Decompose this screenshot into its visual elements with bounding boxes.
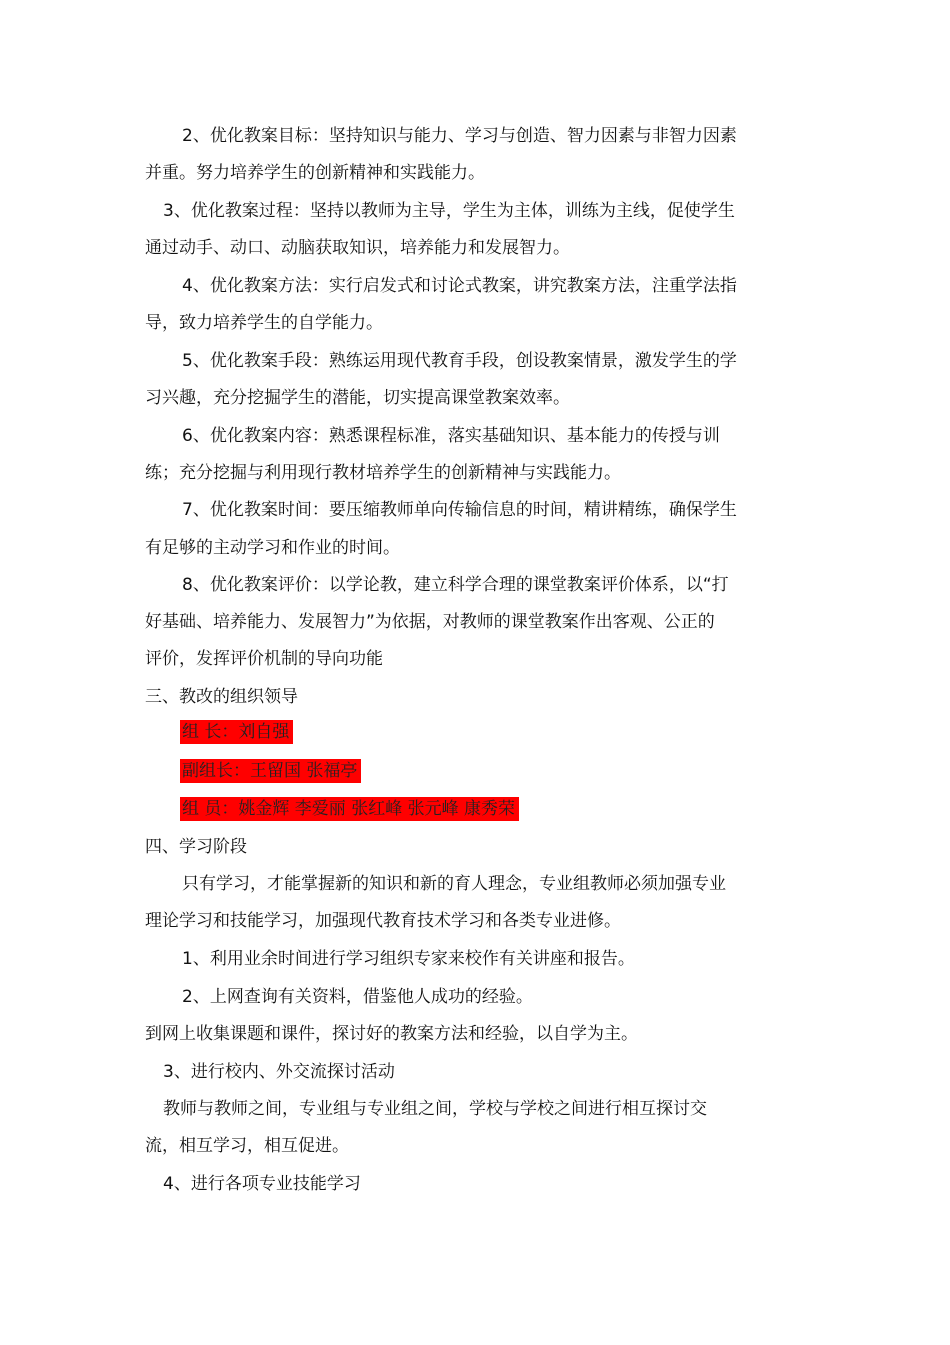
paragraph-line: 4、优化教案方法：实行启发式和讨论式教案，讲究教案方法，注重学法指 (182, 276, 737, 296)
paragraph-line: 导，致力培养学生的自学能力。 (145, 313, 383, 333)
paragraph-line: 练；充分挖掘与利用现行教材培养学生的创新精神与实践能力。 (145, 463, 621, 483)
members-row (180, 797, 519, 821)
paragraph-line: 到网上收集课题和课件，探讨好的教案方法和经验，以自学为主。 (145, 1024, 638, 1044)
paragraph-line: 理论学习和技能学习，加强现代教育技术学习和各类专业进修。 (145, 911, 621, 931)
paragraph-line: 有足够的主动学习和作业的时间。 (145, 538, 400, 558)
paragraph-line: 只有学习，才能掌握新的知识和新的育人理念，专业组教师必须加强专业 (182, 874, 726, 894)
paragraph-line: 教师与教师之间，专业组与专业组之间，学校与学校之间进行相互探讨交 (163, 1099, 707, 1119)
paragraph-line: 4、进行各项专业技能学习 (163, 1174, 361, 1194)
highlighted-text: 副组长：王留国 张福亭 (180, 759, 361, 783)
paragraph-line: 并重。努力培养学生的创新精神和实践能力。 (145, 163, 485, 183)
paragraph-line: 3、优化教案过程：坚持以教师为主导，学生为主体，训练为主线，促使学生 (163, 201, 735, 221)
paragraph-line: 习兴趣，充分挖掘学生的潜能，切实提高课堂教案效率。 (145, 388, 570, 408)
section-heading: 四、学习阶段 (145, 837, 247, 857)
paragraph-line: 2、上网查询有关资料，借鉴他人成功的经验。 (182, 987, 533, 1007)
section-heading: 三、教改的组织领导 (145, 687, 298, 707)
highlighted-text: 组 长：刘自强 (180, 720, 293, 744)
paragraph-line: 通过动手、动口、动脑获取知识，培养能力和发展智力。 (145, 238, 570, 258)
deputy-leader-row (180, 759, 361, 783)
leader-row (180, 720, 293, 744)
paragraph-line: 6、优化教案内容：熟悉课程标准，落实基础知识、基本能力的传授与训 (182, 426, 720, 446)
paragraph-line: 流，相互学习，相互促进。 (145, 1136, 349, 1156)
paragraph-line: 1、利用业余时间进行学习组织专家来校作有关讲座和报告。 (182, 949, 635, 969)
paragraph-line: 评价，发挥评价机制的导向功能 (145, 649, 383, 669)
highlighted-text: 组 员：姚金辉 李爱丽 张红峰 张元峰 康秀荣 (180, 797, 519, 821)
paragraph-line: 8、优化教案评价：以学论教，建立科学合理的课堂教案评价体系，以“打 (182, 575, 729, 595)
paragraph-line: 好基础、培养能力、发展智力”为依据，对教师的课堂教案作出客观、公正的 (145, 612, 715, 632)
paragraph-line: 3、进行校内、外交流探讨活动 (163, 1062, 395, 1082)
paragraph-line: 7、优化教案时间：要压缩教师单向传输信息的时间，精讲精练，确保学生 (182, 500, 737, 520)
paragraph-line: 2、优化教案目标：坚持知识与能力、学习与创造、智力因素与非智力因素 (182, 126, 737, 146)
paragraph-line: 5、优化教案手段：熟练运用现代教育手段，创设教案情景，激发学生的学 (182, 351, 737, 371)
